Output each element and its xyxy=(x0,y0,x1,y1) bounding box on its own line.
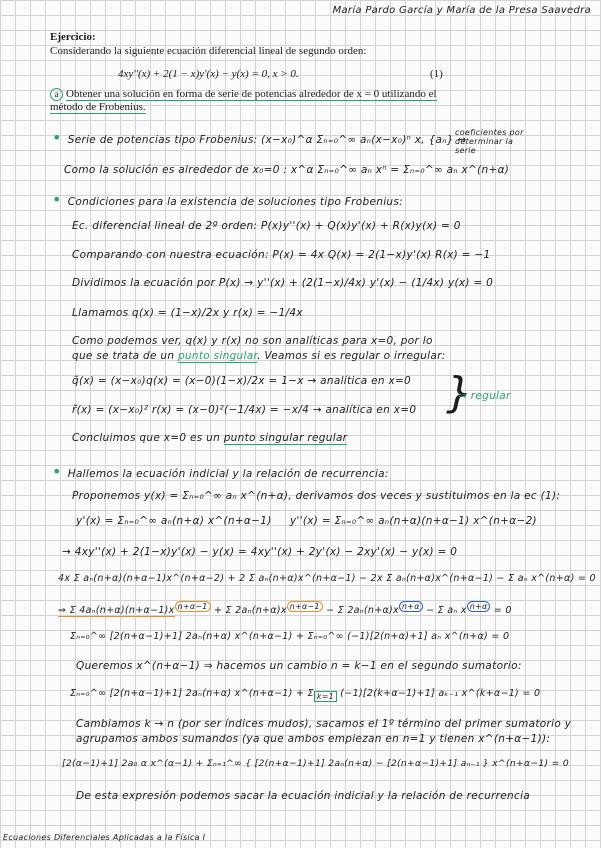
s3-line10: [2(α−1)+1] 2a₀ α x^(α−1) + Σₙ₌₁^∞ { [2(n+α−1)+1] 2aₙ(n+α) − [2(n+α−1)+1] aₙ₋₁ } x^(n+α−1) = 0 xyxy=(62,758,569,769)
s2-line2: Comparando con nuestra ecuación: P(x) = 4x Q(x) = 2(1−x)y'(x) R(x) = −1 xyxy=(72,249,491,261)
s3-line7: Queremos x^(n+α−1) ⇒ hacemos un cambio n = k−1 en el segundo sumatorio: xyxy=(76,660,522,672)
s3-line4: 4x Σ aₙ(n+α)(n+α−1)x^(n+α−2) + 2 Σ aₙ(n+α)x^(n+α−1) − 2x Σ aₙ(n+α)x^(n+α−1) − Σ aₙ x^(n+α) = 0 xyxy=(58,573,596,584)
s3-line8: Σₙ₌₀^∞ [2(n+α−1)+1] 2aₙ(n+α) x^(n+α−1) + Σ $_{k=1}$ (−1)[2(k+α−1)+1] aₖ₋₁ x^(k+α−1) = 0 xyxy=(70,688,541,701)
item-a xyxy=(50,88,470,114)
authors-header: María Pardo García y María de la Presa Saavedra xyxy=(332,5,591,16)
conclusion-underline: punto singular regular xyxy=(223,432,348,444)
s3-line9a: Cambiamos k → n (por ser índices mudos), sacamos el 1º término del primer sumatorio y xyxy=(76,718,572,730)
exponent-blue-2: n+α xyxy=(467,601,491,612)
s1-line1: • Serie de potencias tipo Frobenius: (x−x₀)^α Σₙ₌₀^∞ aₙ(x−x₀)ⁿ x, {aₙ} → xyxy=(52,128,467,147)
s2-line5a: Como podemos ver, q(x) y r(x) no son analíticas para x=0, por lo xyxy=(72,335,433,347)
s2-conclusion: Concluimos que x=0 es un punto singular regular xyxy=(72,432,348,444)
s1-side-note: coeficientes por determinar la serie xyxy=(455,128,524,155)
s3-line6: Σₙ₌₀^∞ [2(n+α−1)+1] 2aₙ(n+α) x^(n+α−1) + Σₙ₌₀^∞ (−1)[2(n+α)+1] aₙ x^(n+α) = 0 xyxy=(70,631,510,642)
item-label: a xyxy=(50,88,63,101)
s2-line1: Ec. diferencial lineal de 2º orden: P(x)y''(x) + Q(x)y'(x) + R(x)y(x) = 0 xyxy=(72,220,461,232)
footer-text: Ecuaciones Diferenciales Aplicadas a la Física I xyxy=(3,833,206,842)
s2-line3: Dividimos la ecuación por P(x) → y''(x) + (2(1−x)/4x) y'(x) − (1/4x) y(x) = 0 xyxy=(72,277,494,289)
exponent-blue-1: n+α xyxy=(399,601,423,612)
exponent-orange-1: n+α−1 xyxy=(175,601,211,612)
right-brace-icon: } xyxy=(446,368,474,417)
exercise-title: Ejercicio: xyxy=(50,31,96,43)
s3-yprime: y'(x) = Σₙ₌₀^∞ aₙ(n+α) x^(n+α−1) xyxy=(76,515,272,527)
main-equation: 4xy''(x) + 2(1 − x)y'(x) − y(x) = 0, x > 0. xyxy=(118,68,299,80)
bullet-icon: • xyxy=(52,462,62,481)
regular-result: ⇒ regular xyxy=(458,390,511,402)
exercise-intro: Considerando la siguiente ecuación diferencial lineal de segundo orden: xyxy=(50,45,367,57)
s2-r-tilde: r̃(x) = (x−x₀)² r(x) = (x−0)²(−1/4x) = −x/4 → analítica en x=0 xyxy=(72,404,417,416)
s2-line4: Llamamos q(x) = (1−x)/2x y r(x) = −1/4x xyxy=(72,307,303,319)
s3-line5: ⇒ Σ 4aₙ(n+α)(n+α−1)x $^{n+\alpha-1}$ + Σ 2aₙ(n+α)x $^{n+\alpha-1}$ − Σ 2aₙ(n+α)x $^{n+\alpha}$ − Σ aₙ x $^{n+\alpha}$ = 0 xyxy=(58,602,512,617)
s1-line2: Como la solución es alrededor de x₀=0 : x^α Σₙ₌₀^∞ aₙ xⁿ = Σₙ₌₀^∞ aₙ x^(n+α) xyxy=(64,164,510,176)
equation-number: (1) xyxy=(430,68,443,80)
bullet-icon: • xyxy=(52,190,62,209)
s2-line5b: que se trata de un punto singular. Veamos si es regular o irregular: xyxy=(72,350,446,362)
exponent-orange-2: n+α−1 xyxy=(287,601,323,612)
s2-heading: • Condiciones para la existencia de soluciones tipo Frobenius: xyxy=(52,190,403,209)
s3-line1: Proponemos y(x) = Σₙ₌₀^∞ aₙ x^(n+α), derivamos dos veces y sustituimos en la ec (1): xyxy=(72,490,561,502)
s3-line3: → 4xy''(x) + 2(1−x)y'(x) − y(x) = 4xy''(x) + 2y'(x) − 2xy'(x) − y(x) = 0 xyxy=(62,546,458,558)
s2-q-tilde: q̃(x) = (x−x₀)q(x) = (x−0)(1−x)/2x = 1−x → analítica en x=0 xyxy=(72,375,412,387)
s3-heading: • Hallemos la ecuación indicial y la relación de recurrencia: xyxy=(52,462,389,481)
bullet-icon: • xyxy=(52,128,62,147)
s3-line11: De esta expresión podemos sacar la ecuación indicial y la relación de recurrencia xyxy=(76,790,531,802)
exercise-statement xyxy=(50,30,550,58)
punto-singular-highlight: punto singular xyxy=(177,350,258,362)
item-text: Obtener una solución en forma de serie de potencias alrededor de x = 0 utilizando el método de Frobenius. xyxy=(50,88,437,113)
s3-ydoubleprime: y''(x) = Σₙ₌₀^∞ aₙ(n+α)(n+α−1) x^(n+α−2) xyxy=(290,515,537,527)
k-equals-1-box: k=1 xyxy=(314,691,337,702)
s3-line9b: agrupamos ambos sumandos (ya que ambos empiezan en n=1 y tienen x^(n+α−1)): xyxy=(76,733,551,745)
